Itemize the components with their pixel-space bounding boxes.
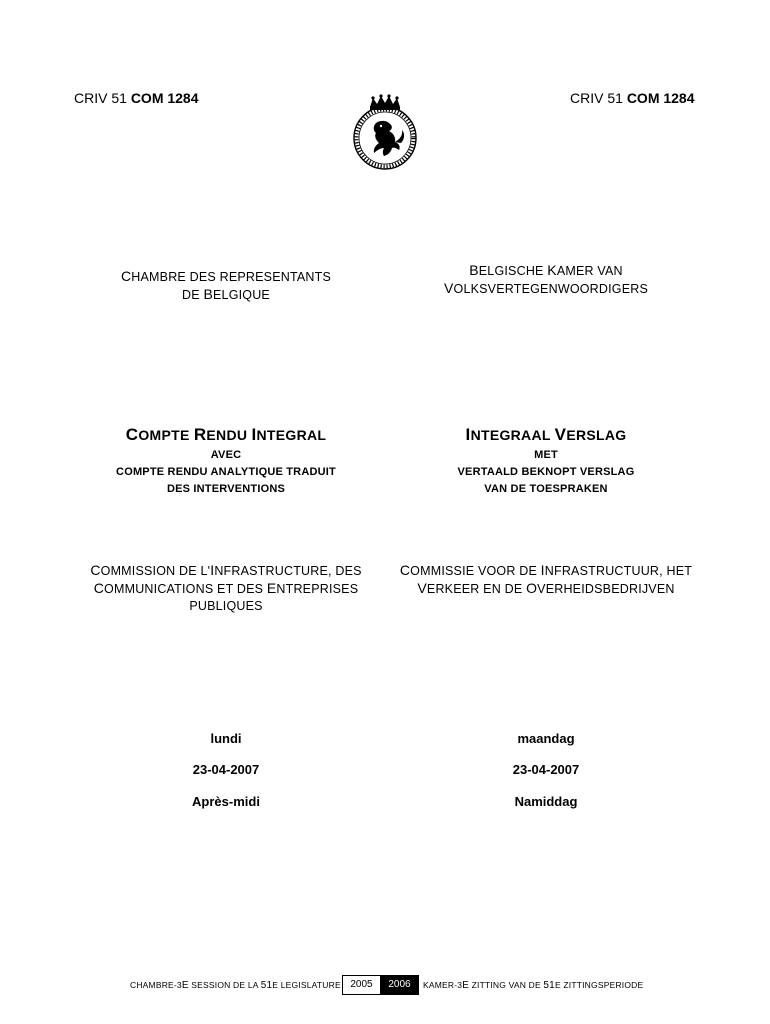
commission-name-line [398, 562, 694, 580]
text-run: PUBLIQUES [189, 599, 263, 613]
initial-capital: E [462, 980, 470, 991]
report-title-fr [80, 425, 372, 498]
text-run: NTEGRAAL [470, 427, 555, 443]
text-run: OMMUNICATIONS ET DES [104, 582, 267, 596]
initial-capital: I [251, 425, 257, 444]
session-date-fr: 23-04-2007 [192, 762, 260, 777]
document-reference-left [74, 90, 199, 106]
session-period-nl: Namiddag [514, 794, 578, 809]
legislature-year-end: 2006 [380, 975, 419, 995]
text-run: SESSION DE LA [188, 980, 261, 990]
initial-capital: V [554, 425, 567, 444]
text-run: OLKSVERTEGENWOORDIGERS [453, 282, 649, 296]
lion-seal-graphic [346, 93, 424, 173]
initial-capital: I [465, 425, 471, 444]
report-subtitle-line: AVEC [210, 449, 242, 461]
report-subtitle-line: DES INTERVENTIONS [166, 483, 286, 495]
initial-capital: I [540, 562, 545, 578]
initial-capital: R [193, 425, 207, 444]
commission-name-line [80, 562, 372, 580]
footer-session-fr [130, 980, 341, 991]
initial-capital: C [120, 268, 132, 284]
text-run: OMPTE [138, 427, 194, 443]
report-subtitle-line: MET [534, 449, 558, 461]
session-period-fr: Après-midi [192, 794, 260, 809]
report-subtitle-line: VERTAALD BEKNOPT VERSLAG [457, 466, 635, 478]
reference-prefix: CRIV 51 [570, 90, 623, 106]
document-reference-right [570, 90, 695, 106]
session-date-nl: 23-04-2007 [512, 762, 580, 777]
text-run: OMMISSION DE L' [100, 564, 211, 578]
text-run: KAMER-3 [423, 980, 463, 990]
chamber-name-line [398, 262, 694, 280]
initial-capital: 51 [543, 980, 555, 991]
commission-name-nl [398, 562, 694, 598]
text-run: OMMISSIE VOOR DE [410, 564, 541, 578]
text-run: CHAMBRE-3 [130, 980, 182, 990]
initial-capital: I [210, 562, 215, 578]
initial-capital: E [181, 980, 189, 991]
report-subtitle [398, 447, 694, 498]
commission-name-line [80, 580, 372, 598]
chamber-name-line [80, 286, 372, 304]
text-run: NFRASTRUCTURE, DES [214, 564, 362, 578]
initial-capital: C [90, 562, 101, 578]
reference-number: COM 1284 [626, 90, 695, 106]
text-run: ENDU [206, 427, 252, 443]
initial-capital: K [547, 262, 557, 278]
commission-name-fr [80, 562, 372, 615]
initial-capital: V [443, 280, 454, 296]
text-run: ERKEER EN DE [426, 582, 527, 596]
text-run: NTEGRAL [256, 427, 327, 443]
text-run: ELGIQUE [213, 288, 270, 302]
initial-capital: B [203, 286, 213, 302]
commission-name-line [80, 598, 372, 615]
text-run: NFRASTRUCTUUR, HET [544, 564, 693, 578]
text-run: HAMBRE DES REPRESENTANTS [131, 270, 332, 284]
commission-name-line [398, 580, 694, 598]
report-title-nl [398, 425, 694, 498]
page-footer [0, 975, 770, 995]
report-subtitle-line: COMPTE RENDU ANALYTIQUE TRADUIT [116, 466, 336, 478]
chamber-name-nl [398, 262, 694, 298]
chamber-name-fr [80, 268, 372, 304]
text-run: ERSLAG [566, 427, 627, 443]
lion-seal-icon [346, 93, 424, 173]
initial-capital: E [266, 580, 277, 596]
text-run: AMER VAN [556, 264, 623, 278]
text-run: NTREPRISES [276, 582, 359, 596]
text-run: E LEGISLATURE [272, 980, 341, 990]
lion-icon [374, 121, 404, 156]
report-title [80, 425, 372, 445]
initial-capital: C [125, 425, 139, 444]
initial-capital: 51 [260, 980, 273, 991]
initial-capital: V [417, 580, 427, 596]
reference-prefix: CRIV 51 [74, 90, 127, 106]
reference-number: COM 1284 [130, 90, 199, 106]
text-run: ZITTING VAN DE [469, 980, 544, 990]
text-run: ELGISCHE [478, 264, 548, 278]
report-subtitle-line: VAN DE TOESPRAKEN [484, 483, 608, 495]
initial-capital: B [469, 262, 479, 278]
initial-capital: O [526, 580, 538, 596]
legislature-year-start: 2005 [342, 975, 381, 995]
report-subtitle [80, 447, 372, 498]
initial-capital: C [399, 562, 411, 578]
report-title [398, 425, 694, 445]
text-run: VERHEIDSBEDRIJVEN [537, 582, 675, 596]
footer-session-nl [423, 980, 643, 991]
session-day-nl: maandag [517, 731, 575, 746]
session-day-fr: lundi [210, 731, 242, 746]
text-run: DE [182, 288, 204, 302]
chamber-name-line [398, 280, 694, 298]
initial-capital: C [93, 580, 105, 596]
text-run: E ZITTINGSPERIODE [554, 980, 644, 990]
chamber-name-line [80, 268, 372, 286]
